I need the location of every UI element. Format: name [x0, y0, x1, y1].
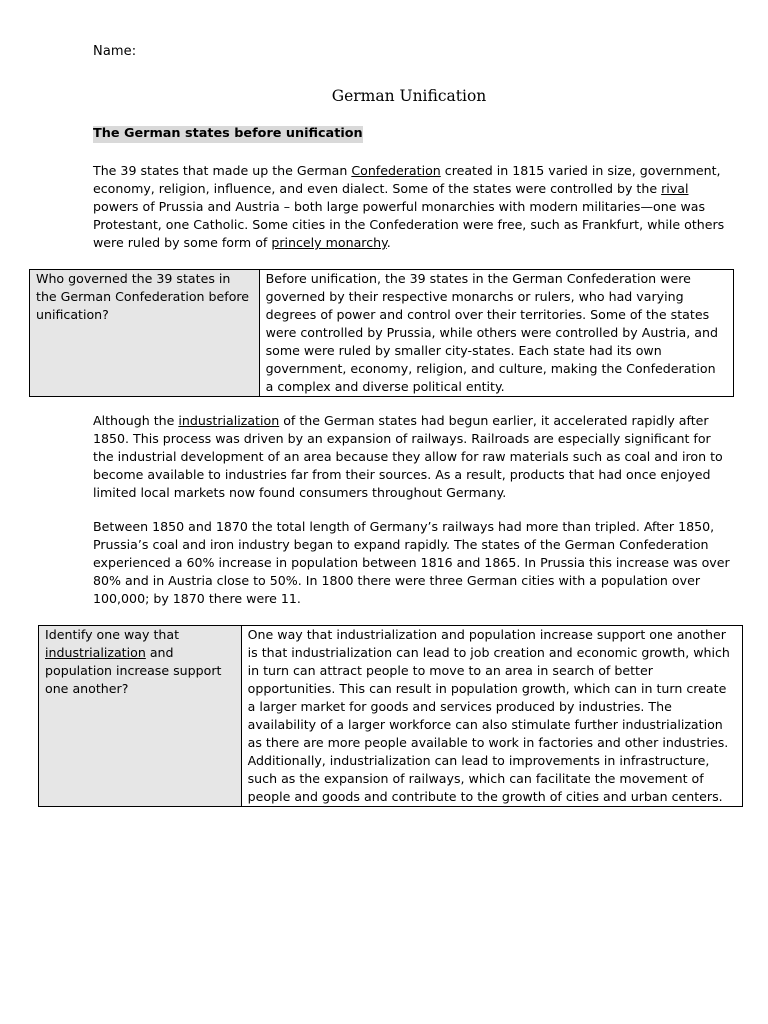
page-title: German Unification [331, 87, 487, 105]
question-table-2 [38, 625, 743, 807]
text-span: of the German states had begun earlier, it accelerated rapidly after 1850. This process was driven by an expansion of railways. Railroads are especially significant for the industrial development of an area because they allow for raw materials such as coal and iron to become available to industries far from their sources. As a result, products that had once enjoyed limited local markets now found consumers throughout Germany. [93, 413, 723, 500]
answer-cell[interactable]: Before unification, the 39 states in the German Confederation were governed by their respective monarchs or rulers, who had varying degrees of power and control over their territories. Some of the states were controlled by Prussia, while others were controlled by Austria, and some were ruled by smaller city-states. Each state had its own government, economy, religion, and culture, making the Confederation a complex and diverse political entity. [259, 270, 733, 397]
underlined-term-industrialization: industrialization [178, 413, 280, 428]
table-row [30, 270, 734, 397]
text-span: Although the [93, 413, 179, 428]
text-span: and population increase support one another? [45, 645, 222, 696]
text-span: . [386, 235, 391, 250]
text-span: created in 1815 varied in size, government, economy, religion, influence, and even dialect. Some of the states were controlled by the [93, 163, 721, 196]
text-span: The 39 states that made up the German [93, 163, 352, 178]
underlined-term-princely-monarchy: princely monarchy [271, 235, 387, 250]
question-cell [39, 626, 242, 807]
underlined-term-rival: rival [661, 181, 689, 196]
question-cell: Who governed the 39 states in the German Confederation before unification? [30, 270, 260, 397]
paragraph-industrialization [93, 412, 733, 502]
paragraph-railways-population: Between 1850 and 1870 the total length of Germany’s railways had more than tripled. After 1850, Prussia’s coal and iron industry began to expand rapidly. The states of the German Confederation experienced a 60% increase in population between 1816 and 1865. In Prussia this increase was over 80% and in Austria close to 50%. In 1800 there were three German cities with a population over 100,000; by 1870 there were 11. [93, 519, 730, 606]
table-row [39, 626, 743, 807]
question-table-1 [29, 269, 734, 397]
underlined-term-industrialization: industrialization [45, 645, 146, 660]
underlined-term-confederation: Confederation [351, 163, 441, 178]
name-label: Name: [93, 44, 137, 59]
answer-cell[interactable]: One way that industrialization and population increase support one another is that industrialization can lead to job creation and economic growth, which in turn can attract people to move to an area in search of better opportunities. This can result in population growth, which can in turn create a larger market for goods and services produced by industries. The availability of a larger workforce can also stimulate further industrialization as there are more people available to work in factories and other industries. Additionally, industrialization can lead to improvements in infrastructure, such as the expansion of railways, which can facilitate the movement of people and goods and contribute to the growth of cities and urban centers. [241, 626, 742, 807]
text-span: Identify one way that [45, 627, 180, 642]
paragraph-confederation [93, 162, 733, 252]
text-span: powers of Prussia and Austria – both large powerful monarchies with modern militaries—one was Protestant, one Catholic. Some cities in the Confederation were free, such as Frankfurt, while others were ruled by some form of [93, 199, 725, 250]
section-heading: The German states before unification [93, 126, 363, 141]
